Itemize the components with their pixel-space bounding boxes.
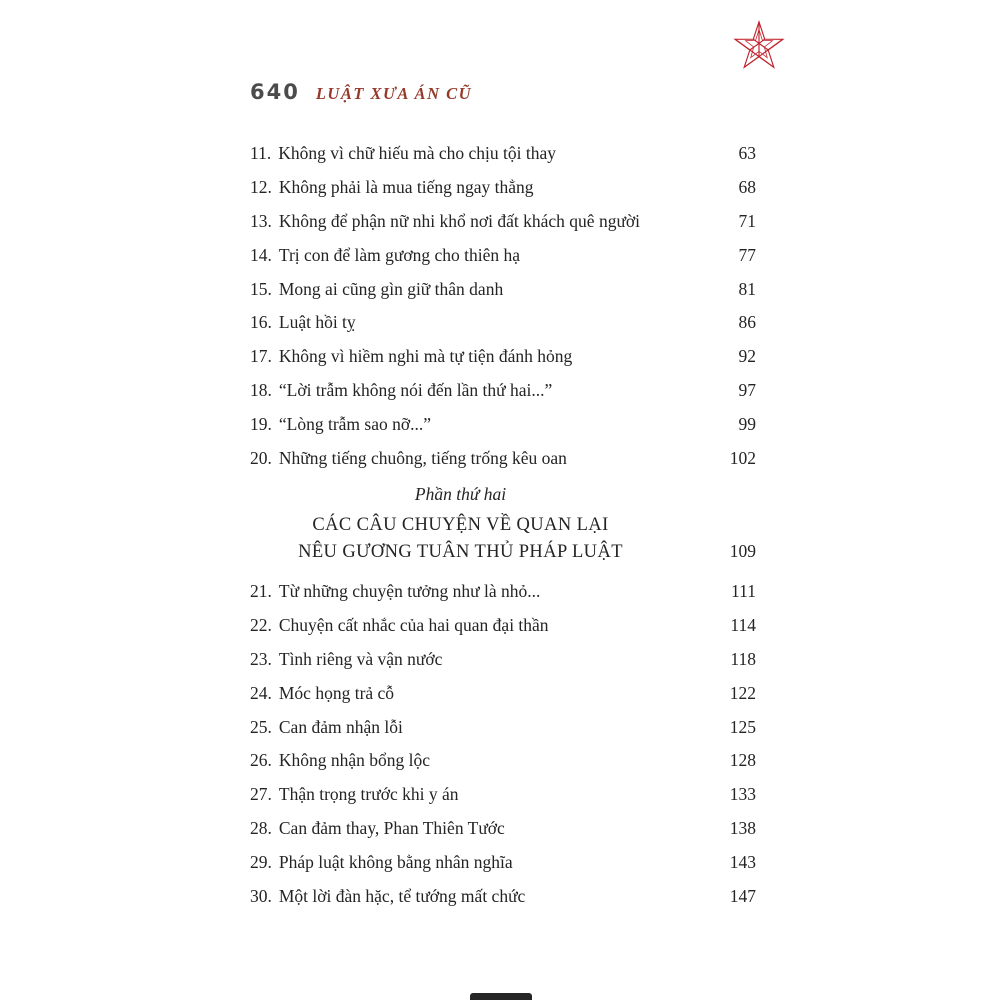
toc-entry-page: 133 — [729, 784, 756, 805]
toc-entry — [250, 407, 756, 441]
toc-entry — [250, 306, 756, 340]
toc-entry-number: 26. — [250, 750, 272, 771]
toc-entry-title: Mong ai cũng gìn giữ thân danh — [278, 278, 504, 299]
toc-entry-number: 19. — [250, 413, 272, 434]
toc-entry-number: 23. — [250, 648, 272, 669]
toc-entry-number: 27. — [250, 784, 272, 805]
toc-entry-number: 30. — [250, 885, 272, 906]
toc-entry-title: Không phải là mua tiếng ngay thẳng — [278, 177, 534, 198]
toc-entry-title: Không vì hiềm nghi mà tự tiện đánh hỏng — [278, 346, 573, 367]
toc-entry-number: 12. — [250, 177, 272, 198]
toc-entry-title: Can đảm thay, Phan Thiên Tước — [278, 817, 505, 838]
toc-entry — [250, 441, 756, 475]
toc-entry-title: Pháp luật không bằng nhân nghĩa — [278, 851, 513, 872]
toc-entry-page: 63 — [738, 143, 756, 164]
toc-entry — [250, 575, 756, 609]
toc-entry — [250, 879, 756, 913]
toc-entry-title: Chuyện cất nhắc của hai quan đại thần — [278, 615, 549, 636]
toc-entry-page: 86 — [738, 312, 756, 333]
toc-entry-number: 25. — [250, 716, 272, 737]
toc-entry-title: Không nhận bổng lộc — [278, 750, 431, 771]
toc-entry-page: 81 — [738, 278, 756, 299]
toc-entry-page: 111 — [731, 581, 756, 602]
toc-entry-page: 68 — [738, 177, 756, 198]
toc-entry-title: Từ những chuyện tưởng như là nhỏ... — [278, 581, 541, 602]
toc-entry-number: 13. — [250, 210, 272, 231]
toc-entry-page: 128 — [729, 750, 756, 771]
toc-entry-page: 102 — [729, 447, 756, 468]
toc-entry-number: 14. — [250, 244, 272, 265]
bottom-edge-mark — [470, 993, 532, 1000]
toc-entry-number: 24. — [250, 682, 272, 703]
book-title: LUẬT XƯA ÁN CŨ — [315, 84, 473, 103]
book-header — [250, 80, 472, 104]
table-of-contents — [250, 137, 756, 913]
toc-entry-title: Can đảm nhận lỗi — [278, 716, 403, 737]
toc-entry-page: 71 — [738, 210, 756, 231]
section-title-line1: CÁC CÂU CHUYỆN VỀ QUAN LẠI — [312, 514, 609, 535]
toc-entry-number: 22. — [250, 615, 272, 636]
toc-entry-title: Một lời đàn hặc, tể tướng mất chức — [278, 885, 526, 906]
toc-entry — [250, 171, 756, 205]
toc-entry — [250, 778, 756, 812]
toc-entry-page: 99 — [738, 413, 756, 434]
toc-entry-title: Trị con để làm gương cho thiên hạ — [278, 244, 521, 265]
page-number: 640 — [250, 80, 300, 104]
toc-entry-title: Thận trọng trước khi y án — [278, 784, 459, 805]
toc-entry-number: 21. — [250, 581, 272, 602]
toc-entry-page: 147 — [729, 885, 756, 906]
toc-entry-number: 29. — [250, 851, 272, 872]
toc-entry-number: 16. — [250, 312, 272, 333]
section-heading — [250, 484, 756, 566]
toc-entry-title: Luật hồi tỵ — [278, 312, 356, 333]
toc-entry-number: 11. — [250, 143, 272, 164]
toc-entry — [250, 340, 756, 374]
toc-entry-title: Những tiếng chuông, tiếng trống kêu oan — [278, 447, 567, 468]
toc-entry-number: 17. — [250, 346, 272, 367]
toc-entry — [250, 710, 756, 744]
toc-entry-number: 18. — [250, 379, 272, 400]
toc-entry-page: 118 — [730, 648, 756, 669]
section-part-label: Phần thứ hai — [414, 483, 507, 504]
toc-entry-title: Không vì chữ hiếu mà cho chịu tội thay — [278, 143, 556, 164]
section-title-line2: NÊU GƯƠNG TUÂN THỦ PHÁP LUẬT — [298, 541, 623, 562]
toc-entry — [250, 812, 756, 846]
toc-entry — [250, 137, 756, 171]
toc-entry-title: “Lời trẫm không nói đến lần thứ hai...” — [278, 379, 553, 400]
toc-entry-number: 20. — [250, 447, 272, 468]
toc-entry — [250, 845, 756, 879]
toc-entry-page: 125 — [729, 716, 756, 737]
toc-entry — [250, 238, 756, 272]
toc-entry-page: 143 — [729, 851, 756, 872]
toc-entry-title: “Lòng trẫm sao nỡ...” — [278, 413, 432, 434]
toc-entry — [250, 643, 756, 677]
toc-entry-page: 122 — [729, 682, 756, 703]
toc-entry — [250, 744, 756, 778]
star-burst-logo-icon — [730, 18, 788, 76]
toc-entry-page: 92 — [738, 346, 756, 367]
toc-entry-title: Móc họng trả cỗ — [278, 682, 395, 703]
toc-entry-number: 28. — [250, 817, 272, 838]
toc-entry-page: 77 — [738, 244, 756, 265]
section-page-number: 109 — [729, 540, 756, 561]
toc-entry-title: Tình riêng và vận nước — [278, 648, 443, 669]
toc-entry — [250, 676, 756, 710]
toc-entry-page: 97 — [738, 379, 756, 400]
toc-entry — [250, 205, 756, 239]
toc-entry-title: Không để phận nữ nhi khổ nơi đất khách quê người — [278, 210, 641, 231]
toc-entry — [250, 374, 756, 408]
toc-entry-number: 15. — [250, 278, 272, 299]
toc-entry — [250, 609, 756, 643]
toc-entry-page: 114 — [730, 615, 756, 636]
toc-entry — [250, 272, 756, 306]
toc-entry-page: 138 — [729, 817, 756, 838]
